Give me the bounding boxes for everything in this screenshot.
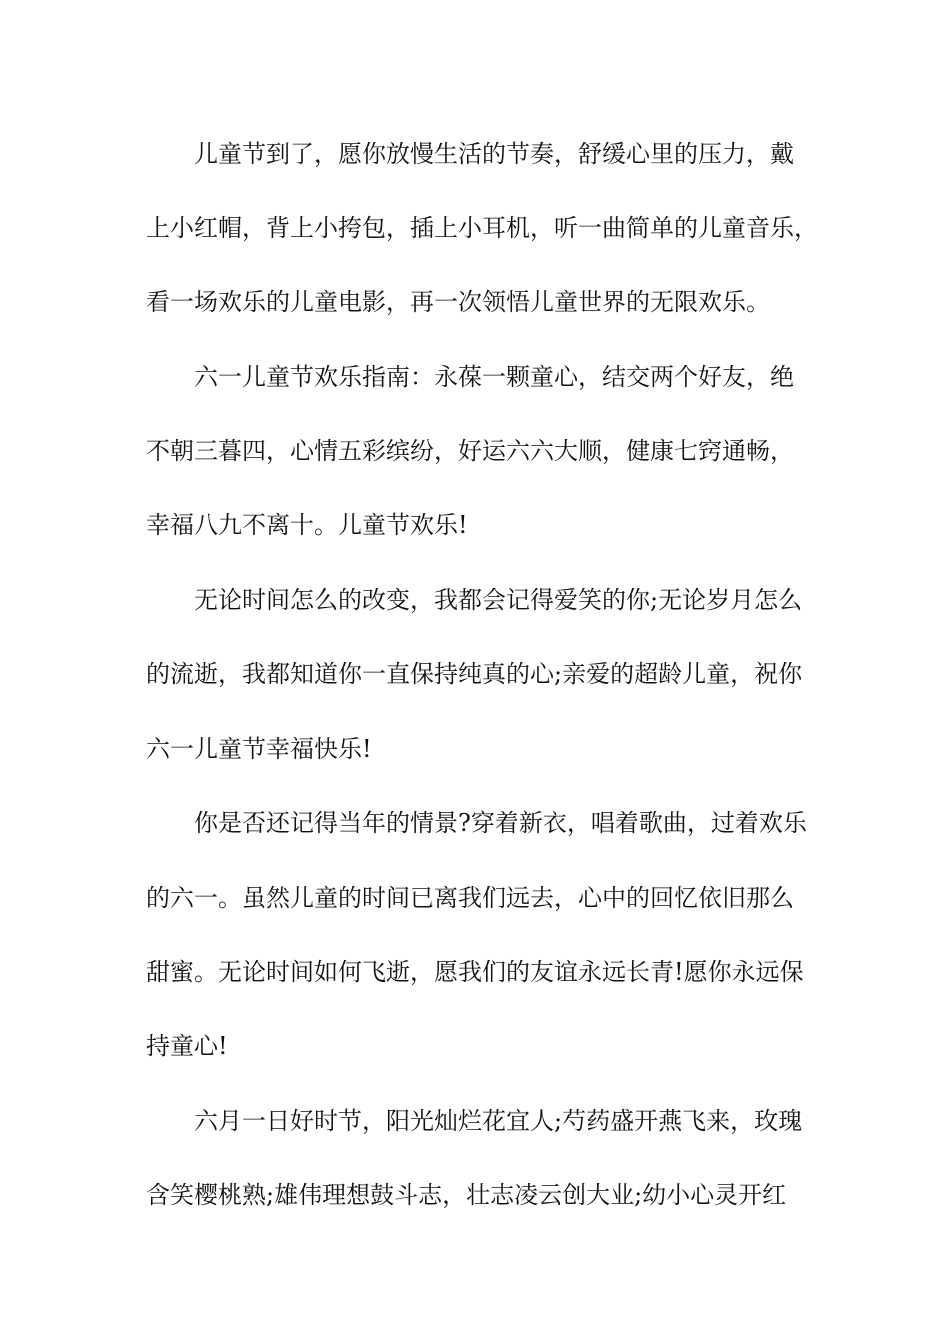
paragraph-5-line-2: 含笑樱桃熟;雄伟理想鼓斗志，壮志凌云创大业;幼小心灵开红 [146,1181,787,1209]
paragraph-1-line-2: 上小红帽，背上小挎包，插上小耳机，听一曲简单的儿童音乐， [146,214,818,242]
paragraph-4-line-3: 甜蜜。无论时间如何飞逝，愿我们的友谊永远长青!愿你永远保 [146,958,804,986]
paragraph-1-line-3: 看一场欢乐的儿童电影，再一次领悟儿童世界的无限欢乐。 [146,288,770,316]
paragraph-2-line-1: 六一儿童节欢乐指南：永葆一颗童心，结交两个好友，绝 [194,363,794,391]
paragraph-3-line-1: 无论时间怎么的改变，我都会记得爱笑的你;无论岁月怎么 [194,586,803,614]
paragraph-3-line-2: 的流逝，我都知道你一直保持纯真的心;亲爱的超龄儿童，祝你 [146,660,803,688]
paragraph-4-line-4: 持童心! [146,1032,228,1060]
paragraph-4-line-2: 的六一。虽然儿童的时间已离我们远去，心中的回忆依旧那么 [146,884,794,912]
paragraph-3-line-3: 六一儿童节幸福快乐! [146,735,372,763]
paragraph-4-line-1: 你是否还记得当年的情景?穿着新衣，唱着歌曲，过着欢乐 [194,809,807,837]
paragraph-5-line-1: 六月一日好时节，阳光灿烂花宜人;芍药盛开燕飞来，玫瑰 [194,1107,803,1135]
paragraph-1-line-1: 儿童节到了，愿你放慢生活的节奏，舒缓心里的压力，戴 [194,140,794,168]
paragraph-2-line-2: 不朝三暮四，心情五彩缤纷，好运六六大顺，健康七窍通畅， [146,437,794,465]
paragraph-2-line-3: 幸福八九不离十。儿童节欢乐! [146,511,468,539]
